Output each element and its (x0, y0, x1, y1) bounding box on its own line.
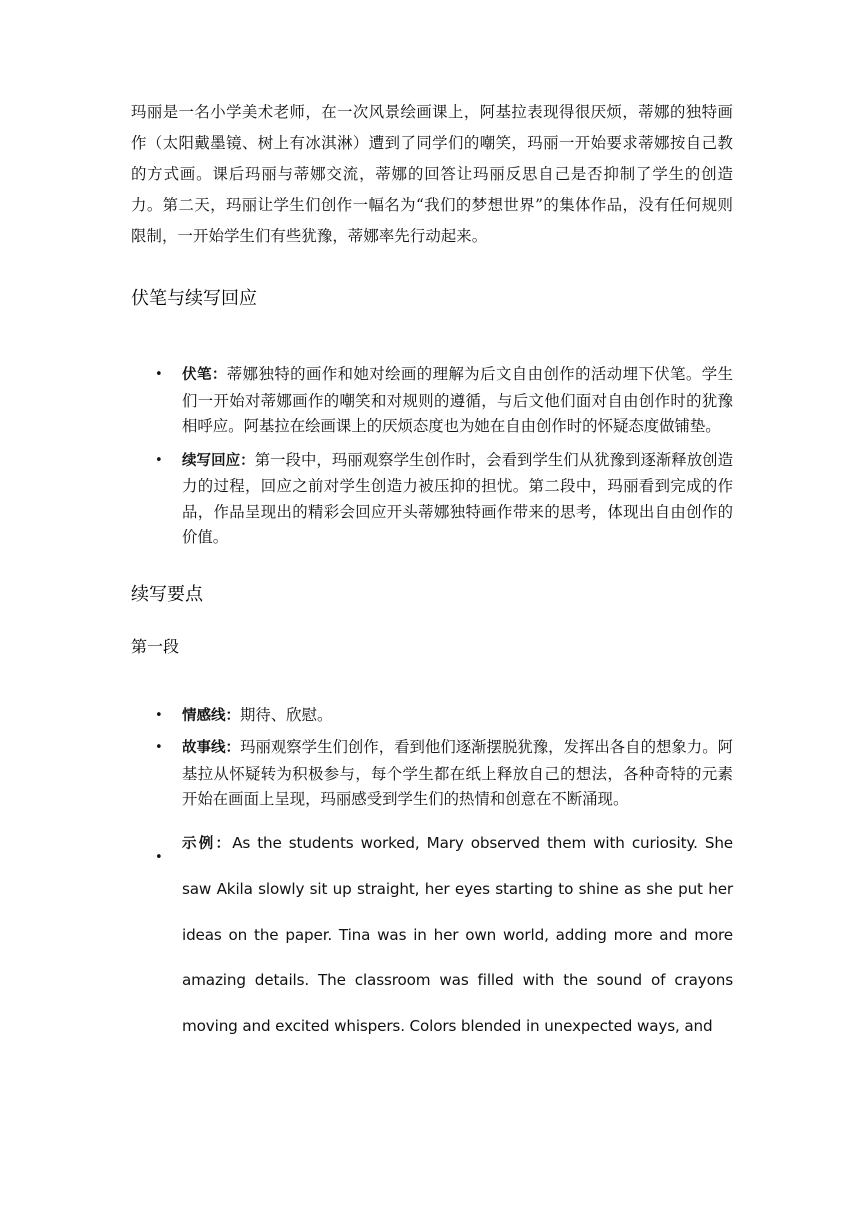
item-key: 故事线： (182, 740, 241, 756)
bullet-icon: • (155, 367, 163, 382)
item-key: 伏笔： (182, 367, 227, 383)
bullet-icon: • (155, 740, 163, 755)
item-key: 情感线： (182, 707, 240, 724)
list-item-emotion (131, 703, 733, 730)
bullet-icon: • (155, 849, 163, 865)
heading-foreshadowing: 伏笔与续写回应 (131, 288, 257, 309)
bullet-icon: • (155, 452, 163, 468)
item-text: 第一段中，玛丽观察学生创作时，会看到学生们从犹豫到逐渐释放创造力的过程，回应之前对学生创造力被压抑的担忧。第二段中，玛丽看到完成的作品，作品呈现出的精彩会回应开头蒂娜独特画作带来的思考，体现出自由创作的价值。 (182, 450, 733, 546)
foreshadowing-list (131, 362, 733, 551)
bullet-icon: • (155, 707, 163, 723)
list-item-example (131, 821, 733, 1050)
document-page (131, 97, 733, 1049)
item-text: 蒂娜独特的画作和她对绘画的理解为后文自由创作的活动埋下伏笔。学生们一开始对蒂娜画作的嘲笑和对规则的遵循，与后文他们面对自由创作时的犹豫相呼应。阿基拉在绘画课上的厌烦态度也为她在自由创作时的怀疑态度做铺垫。 (182, 365, 733, 435)
item-text: 期待、欣慰。 (240, 705, 333, 724)
list-item-foreshadowing (131, 362, 733, 440)
key-points-list (131, 703, 733, 1050)
item-text: As the students worked, Mary observed them with curiosity. She saw Akila slowly sit up straight, her eyes starting to shine as she put her ideas on the paper. Tina was in her own world, adding more and more amazing details. The classroom was filled with the sound of crayons moving and excited whispers. Colors blended in unexpected ways, and (182, 833, 733, 1035)
item-text: 玛丽观察学生们创作，看到他们逐渐摆脱犹豫，发挥出各自的想象力。阿基拉从怀疑转为积极参与，每个学生都在纸上释放自己的想法，各种奇特的元素开始在画面上呈现，玛丽感受到学生们的热情和创意在不断涌现。 (182, 738, 733, 808)
list-item-storyline (131, 735, 733, 813)
item-key: 示例： (182, 835, 233, 852)
heading-key-points: 续写要点 (131, 583, 203, 605)
subheading-paragraph-one: 第一段 (131, 636, 180, 656)
list-item-response (131, 448, 733, 551)
intro-paragraph: 玛丽是一名小学美术老师，在一次风景绘画课上，阿基拉表现得很厌烦，蒂娜的独特画作（太阳戴墨镜、树上有冰淇淋）遭到了同学们的嘲笑，玛丽一开始要求蒂娜按自己教的方式画。课后玛丽与蒂娜交流，蒂娜的回答让玛丽反思自己是否抑制了学生的创造力。第二天，玛丽让学生们创作一幅名为“我们的梦想世界”的集体作品，没有任何规则限制，一开始学生们有些犹豫，蒂娜率先行动起来。 (131, 103, 733, 245)
item-key: 续写回应： (182, 452, 255, 469)
